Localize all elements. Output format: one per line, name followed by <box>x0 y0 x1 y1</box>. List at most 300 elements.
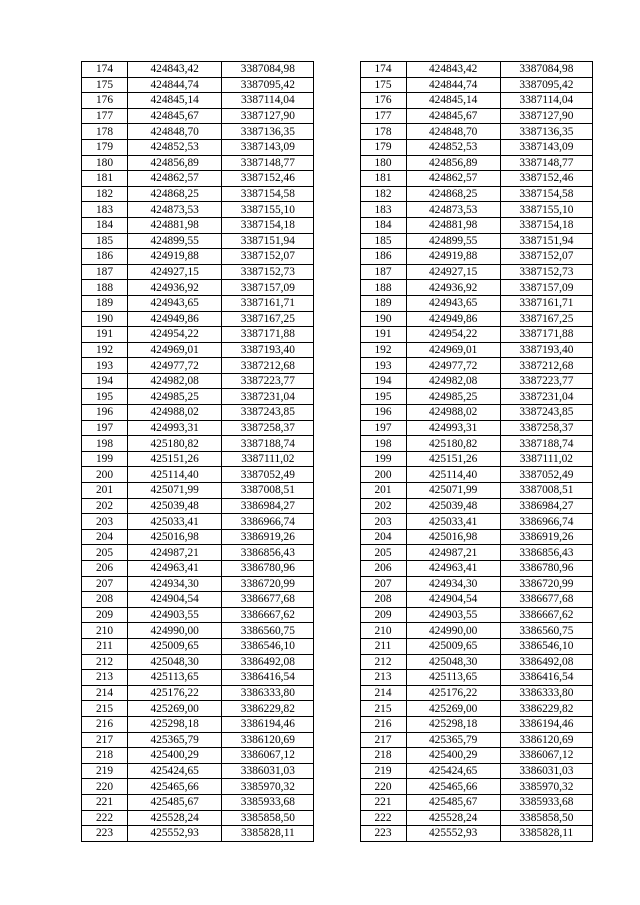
right-point-number-cell: 187 <box>360 264 406 280</box>
left-x-coordinate-cell: 425048,30 <box>128 654 222 670</box>
right-x-coordinate-cell: 425528,24 <box>406 810 500 826</box>
left-point-number-cell: 188 <box>82 280 128 296</box>
left-y-coordinate-cell: 3386194,46 <box>222 716 314 732</box>
right-y-coordinate-cell: 3386966,74 <box>500 514 592 530</box>
right-y-coordinate-cell: 3387212,68 <box>500 358 592 374</box>
left-y-coordinate-cell: 3385970,32 <box>222 779 314 795</box>
table-row <box>82 405 593 421</box>
left-x-coordinate-cell: 424899,55 <box>128 233 222 249</box>
right-point-number-cell: 217 <box>360 732 406 748</box>
right-point-number-cell: 180 <box>360 155 406 171</box>
right-y-coordinate-cell: 3387167,25 <box>500 311 592 327</box>
column-gap <box>314 280 360 296</box>
left-y-coordinate-cell: 3386031,03 <box>222 763 314 779</box>
right-point-number-cell: 191 <box>360 327 406 343</box>
right-point-number-cell: 174 <box>360 62 406 78</box>
right-x-coordinate-cell: 425298,18 <box>406 716 500 732</box>
right-point-number-cell: 210 <box>360 623 406 639</box>
left-x-coordinate-cell: 424954,22 <box>128 327 222 343</box>
right-y-coordinate-cell: 3387152,07 <box>500 249 592 265</box>
table-row <box>82 701 593 717</box>
left-point-number-cell: 223 <box>82 826 128 842</box>
left-point-number-cell: 200 <box>82 467 128 483</box>
right-x-coordinate-cell: 424977,72 <box>406 358 500 374</box>
right-point-number-cell: 209 <box>360 607 406 623</box>
left-y-coordinate-cell: 3387143,09 <box>222 139 314 155</box>
right-y-coordinate-cell: 3387127,90 <box>500 108 592 124</box>
left-point-number-cell: 185 <box>82 233 128 249</box>
left-y-coordinate-cell: 3386492,08 <box>222 654 314 670</box>
left-x-coordinate-cell: 424969,01 <box>128 342 222 358</box>
right-x-coordinate-cell: 424988,02 <box>406 405 500 421</box>
left-x-coordinate-cell: 425424,65 <box>128 763 222 779</box>
table-row <box>82 233 593 249</box>
left-y-coordinate-cell: 3385858,50 <box>222 810 314 826</box>
right-x-coordinate-cell: 424990,00 <box>406 623 500 639</box>
right-point-number-cell: 181 <box>360 171 406 187</box>
right-y-coordinate-cell: 3385970,32 <box>500 779 592 795</box>
left-x-coordinate-cell: 424927,15 <box>128 264 222 280</box>
left-y-coordinate-cell: 3385828,11 <box>222 826 314 842</box>
left-point-number-cell: 180 <box>82 155 128 171</box>
right-x-coordinate-cell: 425400,29 <box>406 748 500 764</box>
right-point-number-cell: 198 <box>360 436 406 452</box>
left-y-coordinate-cell: 3387171,88 <box>222 327 314 343</box>
right-point-number-cell: 183 <box>360 202 406 218</box>
left-point-number-cell: 221 <box>82 794 128 810</box>
right-point-number-cell: 175 <box>360 77 406 93</box>
left-y-coordinate-cell: 3387148,77 <box>222 155 314 171</box>
left-y-coordinate-cell: 3387155,10 <box>222 202 314 218</box>
table-row <box>82 810 593 826</box>
table-row <box>82 295 593 311</box>
table-row <box>82 264 593 280</box>
left-y-coordinate-cell: 3387223,77 <box>222 373 314 389</box>
column-gap <box>314 576 360 592</box>
left-x-coordinate-cell: 425365,79 <box>128 732 222 748</box>
right-x-coordinate-cell: 425151,26 <box>406 451 500 467</box>
column-gap <box>314 202 360 218</box>
left-point-number-cell: 190 <box>82 311 128 327</box>
right-x-coordinate-cell: 424845,14 <box>406 93 500 109</box>
right-point-number-cell: 212 <box>360 654 406 670</box>
left-point-number-cell: 204 <box>82 529 128 545</box>
left-y-coordinate-cell: 3386333,80 <box>222 685 314 701</box>
table-row <box>82 93 593 109</box>
left-y-coordinate-cell: 3387167,25 <box>222 311 314 327</box>
left-point-number-cell: 208 <box>82 592 128 608</box>
column-gap <box>314 826 360 842</box>
right-x-coordinate-cell: 424949,86 <box>406 311 500 327</box>
table-row <box>82 436 593 452</box>
left-point-number-cell: 201 <box>82 483 128 499</box>
right-x-coordinate-cell: 424927,15 <box>406 264 500 280</box>
right-x-coordinate-cell: 424868,25 <box>406 186 500 202</box>
table-row <box>82 202 593 218</box>
right-y-coordinate-cell: 3386560,75 <box>500 623 592 639</box>
left-x-coordinate-cell: 424903,55 <box>128 607 222 623</box>
coordinates-table <box>81 61 593 842</box>
table-row <box>82 623 593 639</box>
left-y-coordinate-cell: 3386677,68 <box>222 592 314 608</box>
column-gap <box>314 514 360 530</box>
right-x-coordinate-cell: 425176,22 <box>406 685 500 701</box>
left-x-coordinate-cell: 425113,65 <box>128 670 222 686</box>
table-row <box>82 748 593 764</box>
left-y-coordinate-cell: 3387243,85 <box>222 405 314 421</box>
table-row <box>82 108 593 124</box>
right-y-coordinate-cell: 3386677,68 <box>500 592 592 608</box>
left-x-coordinate-cell: 425114,40 <box>128 467 222 483</box>
table-row <box>82 342 593 358</box>
right-point-number-cell: 214 <box>360 685 406 701</box>
right-x-coordinate-cell: 425180,82 <box>406 436 500 452</box>
left-x-coordinate-cell: 425400,29 <box>128 748 222 764</box>
left-x-coordinate-cell: 424985,25 <box>128 389 222 405</box>
left-y-coordinate-cell: 3386667,62 <box>222 607 314 623</box>
right-point-number-cell: 223 <box>360 826 406 842</box>
right-x-coordinate-cell: 425552,93 <box>406 826 500 842</box>
column-gap <box>314 155 360 171</box>
table-row <box>82 545 593 561</box>
left-y-coordinate-cell: 3386560,75 <box>222 623 314 639</box>
left-x-coordinate-cell: 425151,26 <box>128 451 222 467</box>
left-point-number-cell: 217 <box>82 732 128 748</box>
right-y-coordinate-cell: 3387095,42 <box>500 77 592 93</box>
right-y-coordinate-cell: 3385828,11 <box>500 826 592 842</box>
table-row <box>82 654 593 670</box>
left-x-coordinate-cell: 425298,18 <box>128 716 222 732</box>
left-point-number-cell: 174 <box>82 62 128 78</box>
left-point-number-cell: 192 <box>82 342 128 358</box>
column-gap <box>314 217 360 233</box>
right-point-number-cell: 207 <box>360 576 406 592</box>
table-row <box>82 155 593 171</box>
left-point-number-cell: 202 <box>82 498 128 514</box>
left-point-number-cell: 206 <box>82 561 128 577</box>
left-point-number-cell: 178 <box>82 124 128 140</box>
right-point-number-cell: 220 <box>360 779 406 795</box>
right-x-coordinate-cell: 424934,30 <box>406 576 500 592</box>
left-point-number-cell: 184 <box>82 217 128 233</box>
left-y-coordinate-cell: 3386416,54 <box>222 670 314 686</box>
left-x-coordinate-cell: 424919,88 <box>128 249 222 265</box>
column-gap <box>314 108 360 124</box>
right-y-coordinate-cell: 3387152,73 <box>500 264 592 280</box>
right-point-number-cell: 219 <box>360 763 406 779</box>
left-point-number-cell: 176 <box>82 93 128 109</box>
table-row <box>82 607 593 623</box>
table-row <box>82 77 593 93</box>
coordinates-table-body <box>82 62 593 842</box>
table-row <box>82 389 593 405</box>
left-point-number-cell: 195 <box>82 389 128 405</box>
right-x-coordinate-cell: 425424,65 <box>406 763 500 779</box>
left-point-number-cell: 220 <box>82 779 128 795</box>
right-y-coordinate-cell: 3387152,46 <box>500 171 592 187</box>
right-point-number-cell: 216 <box>360 716 406 732</box>
table-row <box>82 529 593 545</box>
right-point-number-cell: 189 <box>360 295 406 311</box>
left-y-coordinate-cell: 3387231,04 <box>222 389 314 405</box>
table-row <box>82 373 593 389</box>
left-point-number-cell: 191 <box>82 327 128 343</box>
left-y-coordinate-cell: 3387152,46 <box>222 171 314 187</box>
right-y-coordinate-cell: 3386720,99 <box>500 576 592 592</box>
table-row <box>82 779 593 795</box>
left-x-coordinate-cell: 424843,42 <box>128 62 222 78</box>
table-row <box>82 280 593 296</box>
left-x-coordinate-cell: 424934,30 <box>128 576 222 592</box>
right-y-coordinate-cell: 3386229,82 <box>500 701 592 717</box>
left-x-coordinate-cell: 425033,41 <box>128 514 222 530</box>
left-x-coordinate-cell: 424963,41 <box>128 561 222 577</box>
right-y-coordinate-cell: 3387223,77 <box>500 373 592 389</box>
left-point-number-cell: 186 <box>82 249 128 265</box>
right-x-coordinate-cell: 425071,99 <box>406 483 500 499</box>
column-gap <box>314 171 360 187</box>
column-gap <box>314 732 360 748</box>
right-y-coordinate-cell: 3387258,37 <box>500 420 592 436</box>
column-gap <box>314 124 360 140</box>
right-y-coordinate-cell: 3387231,04 <box>500 389 592 405</box>
right-point-number-cell: 199 <box>360 451 406 467</box>
left-y-coordinate-cell: 3386780,96 <box>222 561 314 577</box>
left-y-coordinate-cell: 3386546,10 <box>222 638 314 654</box>
right-point-number-cell: 186 <box>360 249 406 265</box>
left-x-coordinate-cell: 425009,65 <box>128 638 222 654</box>
right-x-coordinate-cell: 425048,30 <box>406 654 500 670</box>
left-y-coordinate-cell: 3386984,27 <box>222 498 314 514</box>
right-point-number-cell: 202 <box>360 498 406 514</box>
left-point-number-cell: 207 <box>82 576 128 592</box>
column-gap <box>314 498 360 514</box>
left-x-coordinate-cell: 424993,31 <box>128 420 222 436</box>
table-row <box>82 467 593 483</box>
column-gap <box>314 327 360 343</box>
right-point-number-cell: 178 <box>360 124 406 140</box>
left-x-coordinate-cell: 424943,65 <box>128 295 222 311</box>
right-x-coordinate-cell: 424852,53 <box>406 139 500 155</box>
right-point-number-cell: 201 <box>360 483 406 499</box>
left-x-coordinate-cell: 425528,24 <box>128 810 222 826</box>
column-gap <box>314 638 360 654</box>
right-point-number-cell: 179 <box>360 139 406 155</box>
left-point-number-cell: 196 <box>82 405 128 421</box>
left-point-number-cell: 177 <box>82 108 128 124</box>
right-y-coordinate-cell: 3387052,49 <box>500 467 592 483</box>
table-row <box>82 451 593 467</box>
left-point-number-cell: 219 <box>82 763 128 779</box>
right-y-coordinate-cell: 3386333,80 <box>500 685 592 701</box>
left-point-number-cell: 215 <box>82 701 128 717</box>
left-x-coordinate-cell: 425465,66 <box>128 779 222 795</box>
right-x-coordinate-cell: 424919,88 <box>406 249 500 265</box>
column-gap <box>314 436 360 452</box>
right-y-coordinate-cell: 3386856,43 <box>500 545 592 561</box>
right-y-coordinate-cell: 3387154,18 <box>500 217 592 233</box>
right-x-coordinate-cell: 424881,98 <box>406 217 500 233</box>
right-x-coordinate-cell: 424899,55 <box>406 233 500 249</box>
right-point-number-cell: 221 <box>360 794 406 810</box>
left-point-number-cell: 212 <box>82 654 128 670</box>
right-y-coordinate-cell: 3385858,50 <box>500 810 592 826</box>
right-y-coordinate-cell: 3386492,08 <box>500 654 592 670</box>
left-x-coordinate-cell: 425269,00 <box>128 701 222 717</box>
table-row <box>82 249 593 265</box>
left-point-number-cell: 218 <box>82 748 128 764</box>
column-gap <box>314 592 360 608</box>
right-point-number-cell: 195 <box>360 389 406 405</box>
left-y-coordinate-cell: 3387152,73 <box>222 264 314 280</box>
right-point-number-cell: 194 <box>360 373 406 389</box>
right-y-coordinate-cell: 3387171,88 <box>500 327 592 343</box>
left-y-coordinate-cell: 3387154,18 <box>222 217 314 233</box>
left-y-coordinate-cell: 3386919,26 <box>222 529 314 545</box>
left-x-coordinate-cell: 424873,53 <box>128 202 222 218</box>
left-y-coordinate-cell: 3387008,51 <box>222 483 314 499</box>
table-row <box>82 514 593 530</box>
column-gap <box>314 358 360 374</box>
column-gap <box>314 545 360 561</box>
left-y-coordinate-cell: 3387193,40 <box>222 342 314 358</box>
right-point-number-cell: 185 <box>360 233 406 249</box>
right-x-coordinate-cell: 425039,48 <box>406 498 500 514</box>
right-x-coordinate-cell: 425016,98 <box>406 529 500 545</box>
left-y-coordinate-cell: 3386720,99 <box>222 576 314 592</box>
right-point-number-cell: 193 <box>360 358 406 374</box>
left-y-coordinate-cell: 3387151,94 <box>222 233 314 249</box>
right-y-coordinate-cell: 3386067,12 <box>500 748 592 764</box>
table-row <box>82 217 593 233</box>
right-point-number-cell: 213 <box>360 670 406 686</box>
right-y-coordinate-cell: 3386919,26 <box>500 529 592 545</box>
left-y-coordinate-cell: 3387095,42 <box>222 77 314 93</box>
left-y-coordinate-cell: 3387154,58 <box>222 186 314 202</box>
column-gap <box>314 295 360 311</box>
right-point-number-cell: 184 <box>360 217 406 233</box>
right-point-number-cell: 177 <box>360 108 406 124</box>
table-row <box>82 592 593 608</box>
right-y-coordinate-cell: 3387084,98 <box>500 62 592 78</box>
table-row <box>82 638 593 654</box>
right-x-coordinate-cell: 424862,57 <box>406 171 500 187</box>
left-x-coordinate-cell: 424862,57 <box>128 171 222 187</box>
left-y-coordinate-cell: 3387114,04 <box>222 93 314 109</box>
column-gap <box>314 529 360 545</box>
right-x-coordinate-cell: 424844,74 <box>406 77 500 93</box>
left-point-number-cell: 213 <box>82 670 128 686</box>
left-y-coordinate-cell: 3387136,35 <box>222 124 314 140</box>
left-y-coordinate-cell: 3386229,82 <box>222 701 314 717</box>
table-row <box>82 576 593 592</box>
column-gap <box>314 405 360 421</box>
table-row <box>82 826 593 842</box>
table-row <box>82 358 593 374</box>
table-row <box>82 311 593 327</box>
column-gap <box>314 186 360 202</box>
column-gap <box>314 342 360 358</box>
right-x-coordinate-cell: 425465,66 <box>406 779 500 795</box>
table-row <box>82 498 593 514</box>
right-point-number-cell: 192 <box>360 342 406 358</box>
column-gap <box>314 420 360 436</box>
right-point-number-cell: 196 <box>360 405 406 421</box>
right-x-coordinate-cell: 425365,79 <box>406 732 500 748</box>
table-row <box>82 420 593 436</box>
right-y-coordinate-cell: 3387243,85 <box>500 405 592 421</box>
right-point-number-cell: 182 <box>360 186 406 202</box>
right-x-coordinate-cell: 424848,70 <box>406 124 500 140</box>
table-row <box>82 139 593 155</box>
left-point-number-cell: 181 <box>82 171 128 187</box>
left-x-coordinate-cell: 425180,82 <box>128 436 222 452</box>
right-point-number-cell: 203 <box>360 514 406 530</box>
column-gap <box>314 607 360 623</box>
right-x-coordinate-cell: 425009,65 <box>406 638 500 654</box>
right-x-coordinate-cell: 424843,42 <box>406 62 500 78</box>
right-x-coordinate-cell: 425485,67 <box>406 794 500 810</box>
column-gap <box>314 264 360 280</box>
right-point-number-cell: 176 <box>360 93 406 109</box>
left-x-coordinate-cell: 424856,89 <box>128 155 222 171</box>
right-y-coordinate-cell: 3387157,09 <box>500 280 592 296</box>
left-y-coordinate-cell: 3387127,90 <box>222 108 314 124</box>
column-gap <box>314 77 360 93</box>
column-gap <box>314 748 360 764</box>
column-gap <box>314 467 360 483</box>
right-x-coordinate-cell: 425114,40 <box>406 467 500 483</box>
table-row <box>82 763 593 779</box>
table-row <box>82 483 593 499</box>
table-row <box>82 794 593 810</box>
right-y-coordinate-cell: 3387008,51 <box>500 483 592 499</box>
left-x-coordinate-cell: 424845,67 <box>128 108 222 124</box>
left-point-number-cell: 210 <box>82 623 128 639</box>
right-y-coordinate-cell: 3386120,69 <box>500 732 592 748</box>
right-y-coordinate-cell: 3386984,27 <box>500 498 592 514</box>
left-point-number-cell: 193 <box>82 358 128 374</box>
column-gap <box>314 685 360 701</box>
left-x-coordinate-cell: 424977,72 <box>128 358 222 374</box>
column-gap <box>314 716 360 732</box>
left-x-coordinate-cell: 424982,08 <box>128 373 222 389</box>
column-gap <box>314 779 360 795</box>
right-x-coordinate-cell: 424904,54 <box>406 592 500 608</box>
column-gap <box>314 62 360 78</box>
right-y-coordinate-cell: 3385933,68 <box>500 794 592 810</box>
right-y-coordinate-cell: 3387155,10 <box>500 202 592 218</box>
left-point-number-cell: 197 <box>82 420 128 436</box>
left-point-number-cell: 211 <box>82 638 128 654</box>
left-point-number-cell: 209 <box>82 607 128 623</box>
column-gap <box>314 249 360 265</box>
right-point-number-cell: 215 <box>360 701 406 717</box>
left-x-coordinate-cell: 425176,22 <box>128 685 222 701</box>
right-point-number-cell: 222 <box>360 810 406 826</box>
left-point-number-cell: 214 <box>82 685 128 701</box>
left-point-number-cell: 179 <box>82 139 128 155</box>
right-y-coordinate-cell: 3387161,71 <box>500 295 592 311</box>
left-y-coordinate-cell: 3387157,09 <box>222 280 314 296</box>
table-row <box>82 186 593 202</box>
left-y-coordinate-cell: 3387161,71 <box>222 295 314 311</box>
right-y-coordinate-cell: 3386194,46 <box>500 716 592 732</box>
column-gap <box>314 561 360 577</box>
right-y-coordinate-cell: 3387114,04 <box>500 93 592 109</box>
left-x-coordinate-cell: 424990,00 <box>128 623 222 639</box>
left-point-number-cell: 187 <box>82 264 128 280</box>
